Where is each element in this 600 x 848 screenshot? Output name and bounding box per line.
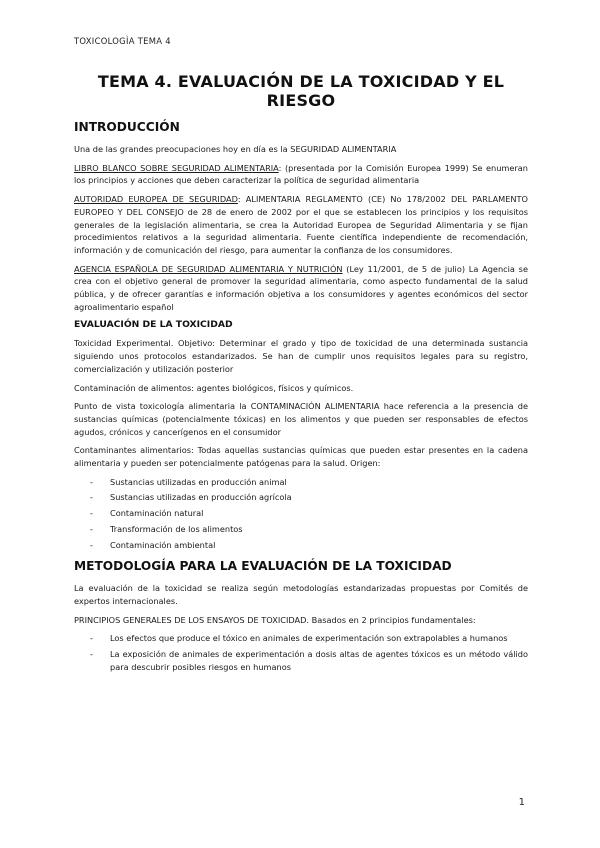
list-item: - Sustancias utilizadas en producción agrícola xyxy=(74,491,528,504)
libro-blanco-text: : (presentada por la Comisión Europea 1999) Se enumeran los principios y acciones que deben caracterizar la política de seguridad alimentaria xyxy=(74,162,528,186)
origin-list xyxy=(74,476,528,552)
principios-paragraph: PRINCIPIOS GENERALES DE LOS ENSAYOS DE TOXICIDAD. Basados en 2 principios fundamentales: xyxy=(74,614,476,625)
list-item: - Transformación de los alimentos xyxy=(74,523,528,536)
principles-list xyxy=(74,632,528,673)
agencia-paragraph xyxy=(74,263,528,314)
evaluacion-heading: EVALUACIÓN DE LA TOXICIDAD xyxy=(74,319,233,331)
contaminantes-paragraph: Contaminantes alimentarios: Todas aquellas sustancias químicas que pueden estar presentes en la cadena alimentaria y pueden ser potencialmente patógenas para la salud. Origen: xyxy=(74,445,528,469)
autoridad-text: : ALIMENTARIA REGLAMENTO (CE) No 178/2002 DEL PARLAMENTO EUROPEO Y DEL CONSEJO de 28 de enero de 2002 por el que se establecen los principios y los requisitos generales de la legislación alimentaria, se crea la Autoridad Europea de Seguridad Alimentaria y se fijan procedimientos relativos a la seguridad alimentaria. Fuente científica independiente de recomendación, información y de comunicación del riesgo, para aumentar la confianza de los consumidores. xyxy=(74,194,528,255)
toxicidad-experimental-paragraph: Toxicidad Experimental. Objetivo: Determinar el grado y tipo de toxicidad de una determinada sustancia siguiendo unos protocolos estandarizados. Se han de cumplir unos requisitos legales para su registro, comercialización y utilización posterior xyxy=(74,338,528,374)
list-item: - Sustancias utilizadas en producción animal xyxy=(74,476,528,489)
autoridad-paragraph xyxy=(74,193,528,257)
autoridad-label: AUTORIDAD EUROPEA DE SEGURIDAD xyxy=(74,194,238,205)
page-title: TEMA 4. EVALUACIÓN DE LA TOXICIDAD Y EL RIESGO xyxy=(97,72,505,110)
metodologia-paragraph: La evaluación de la toxicidad se realiza según metodologías estandarizadas propuestas por Comités de expertos internacionales. xyxy=(74,583,528,606)
metodologia-heading: METODOLOGÍA PARA LA EVALUACIÓN DE LA TOXICIDAD xyxy=(74,559,452,574)
libro-blanco-paragraph xyxy=(74,162,528,187)
running-header: TOXICOLOGÌA TEMA 4 xyxy=(74,36,171,46)
contaminacion-alimentos-paragraph: Contaminación de alimentos: agentes biológicos, físicos y químicos. xyxy=(74,382,354,393)
intro-paragraph: Una de las grandes preocupaciones hoy en día es la SEGURIDAD ALIMENTARIA xyxy=(74,144,397,154)
contaminacion-alimentaria-paragraph: Punto de vista toxicología alimentaria la CONTAMINACIÓN ALIMENTARIA hace referencia a la presencia de sustancias químicas (potencialmente tóxicas) en los alimentos y que pueden ser responsables de efectos agudos, crónicos y cancerígenos en el consumidor xyxy=(74,401,528,437)
libro-blanco-label: LIBRO BLANCO SOBRE SEGURIDAD ALIMENTARIA xyxy=(74,162,279,173)
page-body xyxy=(74,72,528,682)
list-item: - Los efectos que produce el tóxico en animales de experimentación son extrapolables a humanos xyxy=(74,632,528,645)
list-item: - Contaminación natural xyxy=(74,507,528,520)
page-number: 1 xyxy=(518,797,525,808)
agencia-text: (Ley 11/2001, de 5 de julio) La Agencia se crea con el objetivo general de promover la seguridad alimentaria, como aspecto fundamental de la salud pública, y de ofrecer garantías e información objetiva a los consumidores y agentes económicos del sector agroalimentario español xyxy=(74,263,528,312)
list-item: - La exposición de animales de experimentación a dosis altas de agentes tóxicos es un método válido para descubrir posibles riesgos en humanos xyxy=(74,648,528,673)
list-item: - Contaminación ambiental xyxy=(74,539,528,552)
agencia-label: AGENCIA ESPAÑOLA DE SEGURIDAD ALIMENTARIA Y NUTRICIÓN xyxy=(74,263,343,274)
intro-heading: INTRODUCCIÓN xyxy=(74,120,180,134)
